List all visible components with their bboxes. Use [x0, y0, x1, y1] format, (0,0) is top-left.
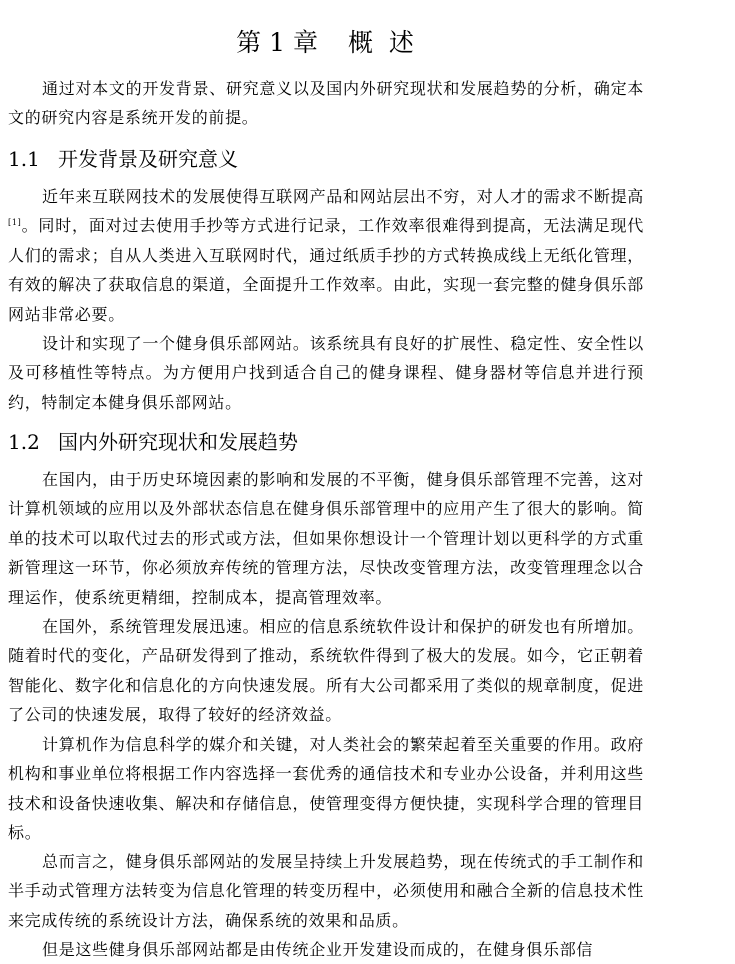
- paragraph: 总而言之，健身俱乐部网站的发展呈持续上升发展趋势，现在传统式的手工制作和半手动式管理方法转变为信息化管理的转变历程中，必须使用和融合全新的信息技术性来完成传统的系统设计方法，确保系统的效果和品质。: [8, 852, 644, 930]
- paragraph-text: 近年来互联网技术的发展使得互联网产品和网站层出不穷，对人才的需求不断提高: [42, 187, 644, 206]
- section-heading-1-2: [8, 426, 298, 458]
- chapter-title: [0, 23, 650, 63]
- chapter-name: 概 述: [347, 27, 414, 57]
- section-title: 国内外研究现状和发展趋势: [58, 430, 298, 454]
- section-heading-1-1: [8, 143, 238, 175]
- paragraph: 设计和实现了一个健身俱乐部网站。该系统具有良好的扩展性、稳定性、安全性以及可移植性等特点。为方便用户找到适合自己的健身课程、健身器材等信息并进行预约，特制定本健身俱乐部网站。: [8, 334, 644, 412]
- section-number: 1.2: [8, 430, 40, 454]
- citation-ref: [1]: [8, 218, 22, 228]
- paragraph: 但是这些健身俱乐部网站都是由传统企业开发建设而成的，在健身俱乐部信: [42, 940, 594, 959]
- intro-paragraph: 通过对本文的开发背景、研究意义以及国内外研究现状和发展趋势的分析，确定本文的研究内容是系统开发的前提。: [8, 79, 644, 128]
- paragraph: 在国外，系统管理发展迅速。相应的信息系统软件设计和保护的研发也有所增加。随着时代的变化，产品研发得到了推动，系统软件得到了极大的发展。如今，它正朝着智能化、数字化和信息化的方向快速发展。所有大公司都采用了类似的规章制度，促进了公司的快速发展，取得了较好的经济效益。: [8, 617, 644, 725]
- chapter-label: 第 1 章: [236, 27, 318, 57]
- section-number: 1.1: [8, 147, 40, 171]
- paragraph: 计算机作为信息科学的媒介和关键，对人类社会的繁荣起着至关重要的作用。政府机构和事业单位将根据工作内容选择一套优秀的通信技术和专业办公设备，并利用这些技术和设备快速收集、解决和存储信息，使管理变得方便快捷，实现科学合理的管理目标。: [8, 735, 644, 843]
- paragraph: 在国内，由于历史环境因素的影响和发展的不平衡，健身俱乐部管理不完善，这对计算机领域的应用以及外部状态信息在健身俱乐部管理中的应用产生了很大的影响。简单的技术可以取代过去的形式或方法，但如果你想设计一个管理计划以更科学的方式重新管理这一环节，你必须放弃传统的管理方法，尽快改变管理方法，改变管理理念以合理运作，使系统更精细，控制成本，提高管理效率。: [8, 470, 644, 607]
- section-title: 开发背景及研究意义: [58, 147, 238, 171]
- paragraph-text: 。同时，面对过去使用手抄等方式进行记录，工作效率很难得到提高，无法满足现代人们的需求；自从人类进入互联网时代，通过纸质手抄的方式转换成线上无纸化管理，有效的解决了获取信息的渠道，全面提升工作效率。由此，实现一套完整的健身俱乐部网站非常必要。: [8, 216, 644, 324]
- paragraph: [8, 182, 644, 329]
